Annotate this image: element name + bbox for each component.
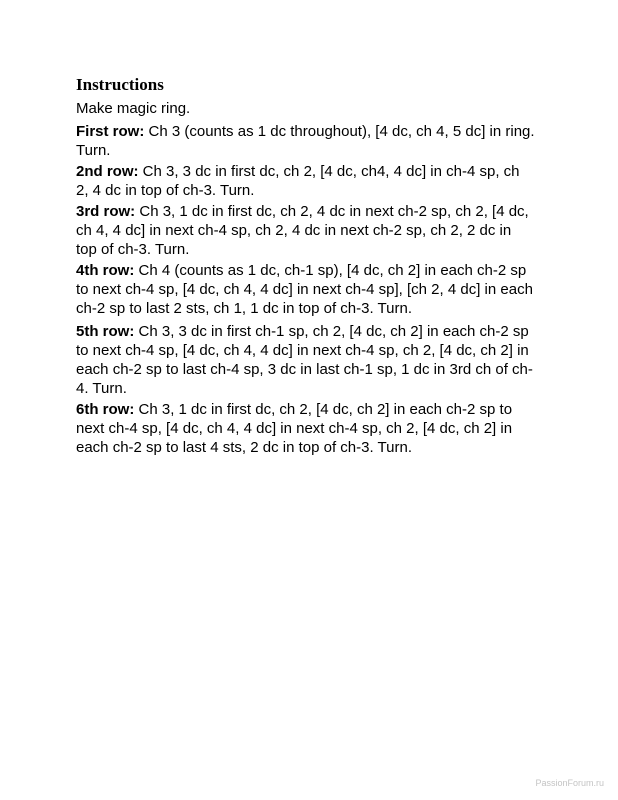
row-line: 2, 4 dc in top of ch-3. Turn.: [76, 182, 255, 199]
watermark-text: PassionForum.ru: [535, 778, 604, 788]
row-label: First row:: [76, 123, 145, 140]
row-fifth: [76, 322, 546, 398]
row-line: [76, 261, 546, 280]
row-line: ch-2 sp to last 2 sts, ch 1, 1 dc in top of ch-3. Turn.: [76, 300, 412, 317]
row-text: Ch 3, 3 dc in first dc, ch 2, [4 dc, ch4, 4 dc] in ch-4 sp, ch: [138, 163, 520, 180]
row-line: top of ch-3. Turn.: [76, 241, 190, 258]
row-sixth: [76, 400, 546, 457]
row-line: Turn.: [76, 142, 111, 159]
instructions-heading: Instructions: [76, 75, 164, 94]
row-first: [76, 122, 546, 160]
row-line: [76, 162, 546, 181]
row-line: [76, 202, 546, 221]
row-line: each ch-2 sp to last 4 sts, 2 dc in top of ch-3. Turn.: [76, 439, 413, 456]
row-label: 3rd row:: [76, 203, 136, 220]
row-line: ch 4, 4 dc] in next ch-4 sp, ch 2, 4 dc in next ch-2 sp, ch 2, 2 dc in: [76, 222, 512, 239]
row-label: 2nd row:: [76, 163, 139, 180]
row-text: Ch 4 (counts as 1 dc, ch-1 sp), [4 dc, ch 2] in each ch-2 sp: [134, 262, 527, 279]
row-third: [76, 202, 546, 259]
row-label: 4th row:: [76, 262, 135, 279]
row-text: Ch 3, 3 dc in first ch-1 sp, ch 2, [4 dc, ch 2] in each ch-2 sp: [134, 323, 529, 340]
row-line: to next ch-4 sp, [4 dc, ch 4, 4 dc] in next ch-4 sp], [ch 2, 4 dc] in each: [76, 281, 533, 298]
row-label: 5th row:: [76, 323, 135, 340]
row-text: Ch 3, 1 dc in first dc, ch 2, [4 dc, ch 2] in each ch-2 sp to: [134, 401, 513, 418]
row-line: next ch-4 sp, [4 dc, ch 4, 4 dc] in next ch-4 sp, ch 2, [4 dc, ch 2] in: [76, 420, 513, 437]
row-line: [76, 400, 546, 419]
row-second: [76, 162, 546, 200]
row-text: Ch 3, 1 dc in first dc, ch 2, 4 dc in next ch-2 sp, ch 2, [4 dc,: [135, 203, 529, 220]
row-text: Ch 3 (counts as 1 dc throughout), [4 dc, ch 4, 5 dc] in ring.: [144, 123, 535, 140]
row-line: [76, 322, 546, 341]
row-line: 4. Turn.: [76, 380, 127, 397]
row-label: 6th row:: [76, 401, 135, 418]
row-line: each ch-2 sp to last ch-4 sp, 3 dc in last ch-1 sp, 1 dc in 3rd ch of ch-: [76, 361, 533, 378]
intro-text: Make magic ring.: [76, 100, 191, 117]
row-line: to next ch-4 sp, [4 dc, ch 4, 4 dc] in next ch-4 sp, ch 2, [4 dc, ch 2] in: [76, 342, 529, 359]
row-fourth: [76, 261, 546, 318]
row-line: [76, 122, 546, 141]
